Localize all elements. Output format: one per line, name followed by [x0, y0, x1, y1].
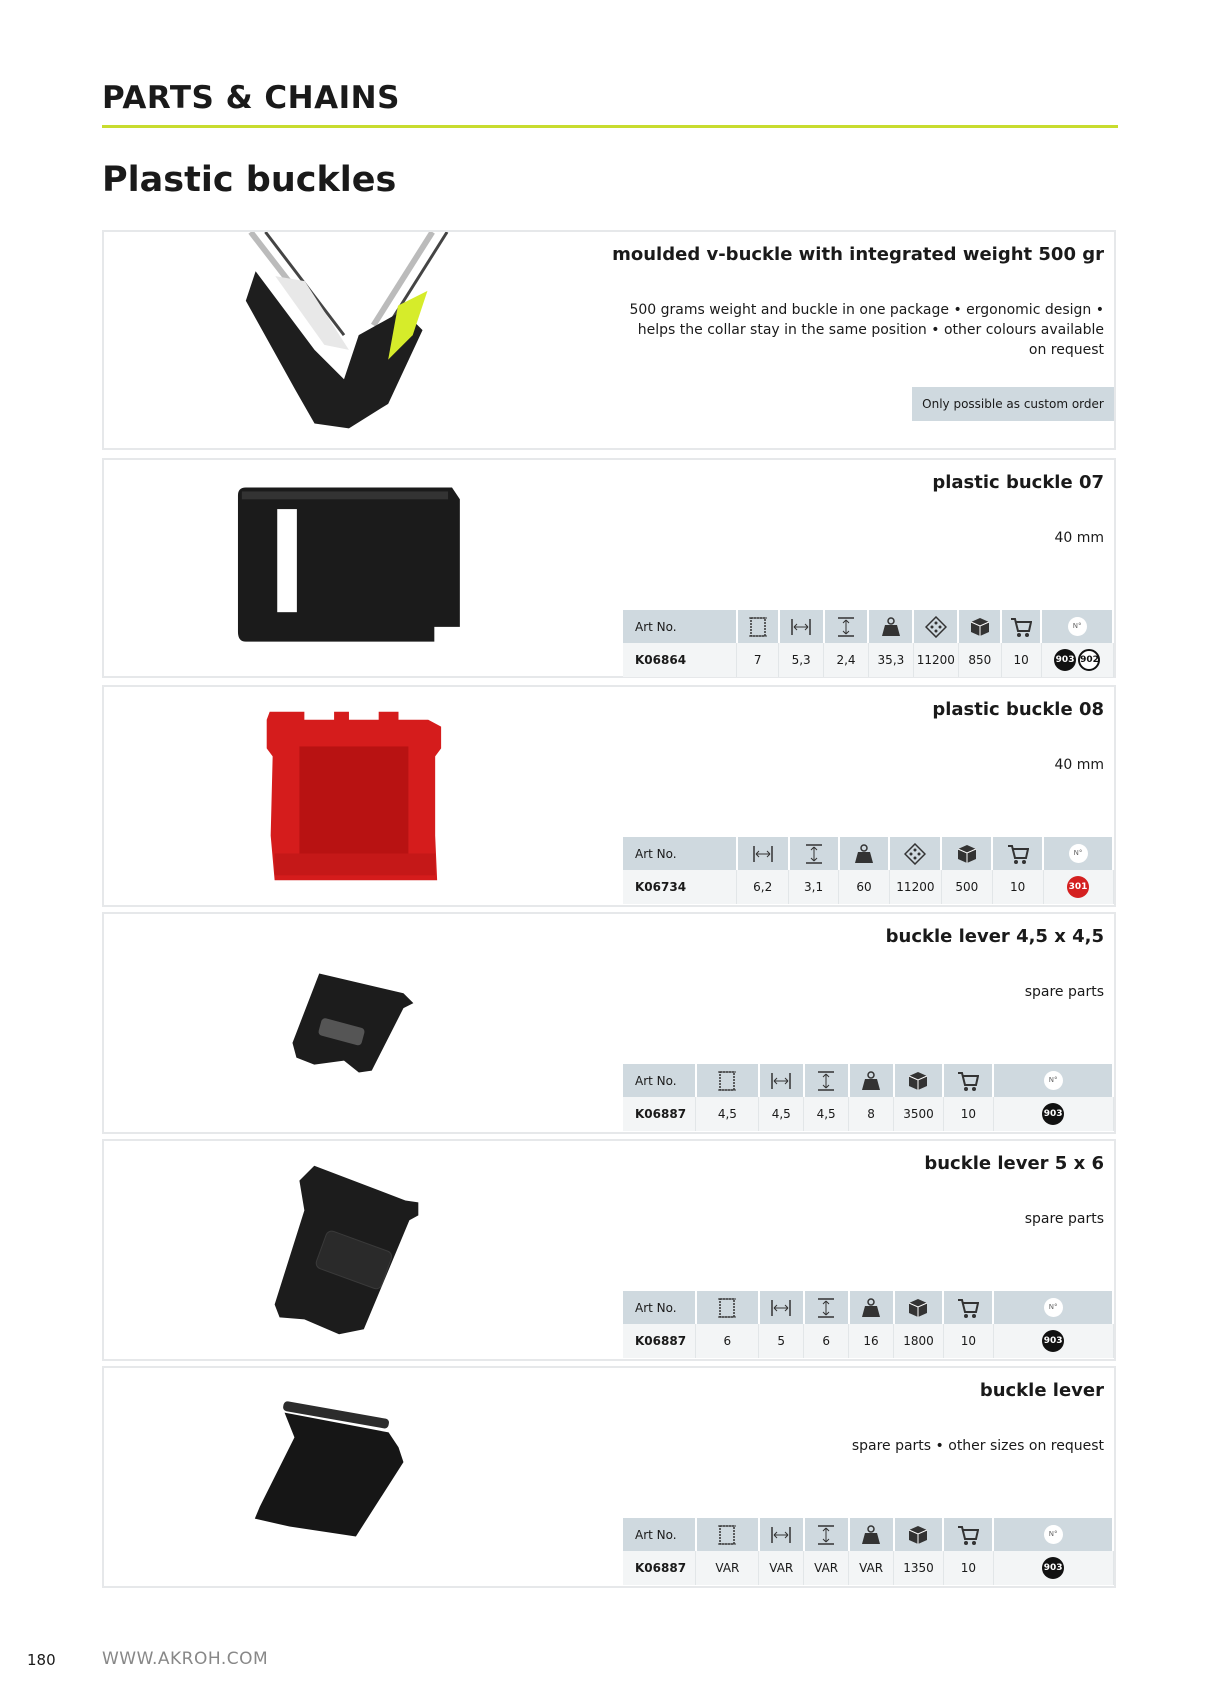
product-title: buckle lever 5 x 6: [924, 1153, 1104, 1174]
product-title: plastic buckle 08: [932, 699, 1104, 720]
minimum-order-value: 10: [1001, 643, 1041, 677]
height-value: 4,5: [804, 1097, 849, 1131]
minimum-order-icon: [943, 1291, 993, 1324]
pieces-per-package-icon: [894, 1064, 944, 1097]
width-icon: [759, 1518, 804, 1551]
height-value: 3,1: [789, 870, 839, 904]
product-card-plastic-buckle-08: [102, 685, 1116, 907]
height-value: 2,4: [824, 643, 869, 677]
height-icon: [824, 610, 869, 643]
product-title: moulded v-buckle with integrated weight 500 gr: [612, 244, 1104, 265]
art-no-label: Art No.: [623, 1518, 696, 1551]
art-no-value: K06734: [623, 870, 737, 904]
pieces-per-box-value: 11200: [913, 643, 958, 677]
nr-label: N°: [1044, 1071, 1063, 1090]
colour-swatches: [993, 1097, 1113, 1131]
plastic-buckle-08-image: [174, 687, 514, 905]
colour-swatches: [1041, 643, 1113, 677]
weight-value: VAR: [849, 1551, 894, 1585]
height-value: 6: [804, 1324, 849, 1358]
height-icon: [789, 837, 839, 870]
weight-icon: [839, 837, 890, 870]
spec-table: [623, 610, 1114, 677]
weight-value: 8: [849, 1097, 894, 1131]
colour-number-icon: [993, 1291, 1113, 1324]
pieces-per-box-icon: [913, 610, 958, 643]
art-no-label: Art No.: [623, 1064, 696, 1097]
website-link[interactable]: WWW.AKROH.COM: [102, 1649, 269, 1669]
minimum-order-icon: [943, 1064, 993, 1097]
pieces-per-package-icon: [894, 1518, 944, 1551]
nr-label: N°: [1069, 844, 1088, 863]
v-buckle-image: [174, 232, 514, 448]
width-icon: [759, 1291, 804, 1324]
spec-table: [623, 1291, 1114, 1358]
weight-value: 60: [839, 870, 890, 904]
colour-swatches: [1043, 870, 1113, 904]
strap-width-value: 7: [737, 643, 779, 677]
art-no-label: Art No.: [623, 1291, 696, 1324]
buckle-lever-image: [174, 1368, 514, 1586]
weight-icon: [849, 1518, 894, 1551]
spec-table: [623, 1518, 1114, 1585]
product-description: 500 grams weight and buckle in one package • ergonomic design • helps the collar stay in the same position • other colours available on request: [629, 302, 1104, 358]
strap-width-icon: [696, 1518, 759, 1551]
colour-dot: 903: [1042, 1103, 1064, 1125]
pieces-per-package-value: 1350: [894, 1551, 944, 1585]
art-no-value: K06887: [623, 1551, 696, 1585]
colour-dot: 903: [1054, 649, 1076, 671]
colour-dot: 301: [1067, 876, 1089, 898]
strap-width-icon: [696, 1291, 759, 1324]
colour-dot: 903: [1042, 1557, 1064, 1579]
product-card-buckle-lever: [102, 1366, 1116, 1588]
minimum-order-value: 10: [943, 1324, 993, 1358]
pieces-per-box-icon: [889, 837, 941, 870]
colour-swatches: [993, 1324, 1113, 1358]
accent-divider: [102, 125, 1118, 128]
weight-icon: [849, 1064, 894, 1097]
weight-value: 16: [849, 1324, 894, 1358]
pieces-per-package-icon: [941, 837, 992, 870]
width-value: 5: [759, 1324, 804, 1358]
colour-number-icon: [1043, 837, 1113, 870]
pieces-per-box-value: 11200: [889, 870, 941, 904]
minimum-order-value: 10: [943, 1097, 993, 1131]
spec-table: [623, 837, 1114, 904]
width-icon: [759, 1064, 804, 1097]
art-no-label: Art No.: [623, 837, 737, 870]
height-icon: [804, 1291, 849, 1324]
nr-label: N°: [1068, 617, 1087, 636]
width-value: 5,3: [779, 643, 824, 677]
width-value: 4,5: [759, 1097, 804, 1131]
colour-number-icon: [1041, 610, 1113, 643]
pieces-per-package-value: 500: [941, 870, 992, 904]
art-no-label: Art No.: [623, 610, 737, 643]
product-title: buckle lever: [979, 1380, 1104, 1401]
section-title: PARTS & CHAINS: [102, 80, 400, 116]
strap-width-value: 6: [696, 1324, 759, 1358]
product-card-buckle-lever-5x6: [102, 1139, 1116, 1361]
pieces-per-package-icon: [958, 610, 1001, 643]
art-no-value: K06864: [623, 643, 737, 677]
minimum-order-value: 10: [943, 1551, 993, 1585]
minimum-order-icon: [1001, 610, 1041, 643]
nr-label: N°: [1044, 1298, 1063, 1317]
custom-order-badge: Only possible as custom order: [912, 387, 1114, 421]
colour-number-icon: [993, 1064, 1113, 1097]
pieces-per-package-value: 1800: [894, 1324, 944, 1358]
page-heading: Plastic buckles: [102, 160, 397, 200]
product-description: spare parts: [1024, 1211, 1104, 1227]
art-no-value: K06887: [623, 1097, 696, 1131]
width-icon: [779, 610, 824, 643]
height-icon: [804, 1518, 849, 1551]
strap-width-icon: [737, 610, 779, 643]
product-title: plastic buckle 07: [932, 472, 1104, 493]
width-value: VAR: [759, 1551, 804, 1585]
product-description: spare parts • other sizes on request: [851, 1438, 1104, 1454]
colour-dot: 903: [1042, 1330, 1064, 1352]
buckle-lever-5x6-image: [174, 1141, 514, 1359]
strap-width-value: 4,5: [696, 1097, 759, 1131]
plastic-buckle-07-image: [174, 460, 514, 676]
height-icon: [804, 1064, 849, 1097]
product-card-buckle-lever-4-5: [102, 912, 1116, 1134]
weight-icon: [868, 610, 913, 643]
product-description: 40 mm: [1054, 530, 1104, 546]
width-value: 6,2: [737, 870, 789, 904]
minimum-order-icon: [943, 1518, 993, 1551]
product-card-plastic-buckle-07: [102, 458, 1116, 678]
weight-value: 35,3: [868, 643, 913, 677]
colour-number-icon: [993, 1518, 1113, 1551]
height-value: VAR: [804, 1551, 849, 1585]
pieces-per-package-value: 850: [958, 643, 1001, 677]
art-no-value: K06887: [623, 1324, 696, 1358]
width-icon: [737, 837, 789, 870]
pieces-per-package-icon: [894, 1291, 944, 1324]
buckle-lever-4-5-image: [174, 914, 514, 1132]
product-description: spare parts: [1024, 984, 1104, 1000]
product-description: 40 mm: [1054, 757, 1104, 773]
product-card-v-buckle: [102, 230, 1116, 450]
colour-dot: 902: [1078, 649, 1100, 671]
page-number: 180: [27, 1651, 56, 1669]
minimum-order-icon: [992, 837, 1043, 870]
pieces-per-package-value: 3500: [894, 1097, 944, 1131]
product-title: buckle lever 4,5 x 4,5: [885, 926, 1104, 947]
spec-table: [623, 1064, 1114, 1131]
colour-swatches: [993, 1551, 1113, 1585]
weight-icon: [849, 1291, 894, 1324]
nr-label: N°: [1044, 1525, 1063, 1544]
strap-width-value: VAR: [696, 1551, 759, 1585]
strap-width-icon: [696, 1064, 759, 1097]
minimum-order-value: 10: [992, 870, 1043, 904]
